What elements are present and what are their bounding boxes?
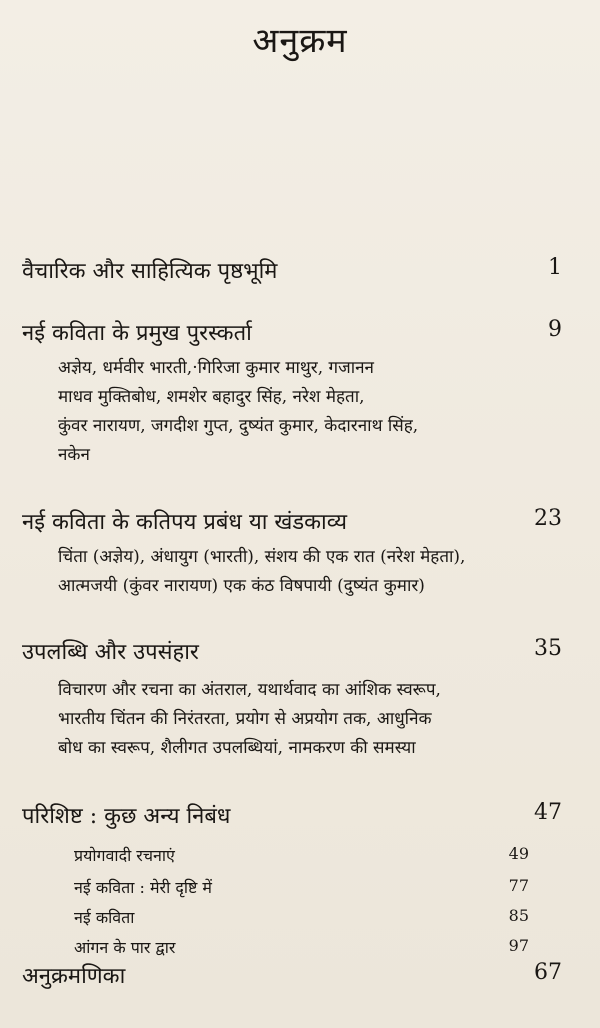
description-line: चिंता (अज्ञेय), अंधायुग (भारती), संशय की एक रात (नरेश मेहता), xyxy=(58,547,466,567)
entry-page-number: 47 xyxy=(534,800,562,825)
description-line: नकेन xyxy=(58,445,90,465)
subentry-title: आंगन के पार द्वार xyxy=(74,938,176,957)
entry-description xyxy=(58,354,558,470)
entry-page-number: 1 xyxy=(548,255,562,280)
entry-title: नई कविता के कतिपय प्रबंध या खंडकाव्य xyxy=(22,510,348,535)
entry-title: परिशिष्ट : कुछ अन्य निबंध xyxy=(22,804,231,829)
entry-page-number: 9 xyxy=(548,317,562,342)
subentry-title: नई कविता : मेरी दृष्टि में xyxy=(74,878,212,897)
subentry-page-number: 49 xyxy=(508,844,529,863)
subentry-title: नई कविता xyxy=(74,908,135,927)
entry-title: वैचारिक और साहित्यिक पृष्ठभूमि xyxy=(22,259,278,284)
entry-page-number: 23 xyxy=(534,506,562,531)
description-line: आत्मजयी (कुंवर नारायण) एक कंठ विषपायी (दुष्यंत कुमार) xyxy=(58,576,425,596)
description-line: कुंवर नारायण, जगदीश गुप्त, दुष्यंत कुमार, केदारनाथ सिंह, xyxy=(58,416,419,436)
subentry-page-number: 85 xyxy=(508,906,529,925)
entry-title: उपलब्धि और उपसंहार xyxy=(22,640,199,665)
description-line: भारतीय चिंतन की निरंतरता, प्रयोग से अप्रयोग तक, आधुनिक xyxy=(58,709,432,729)
entry-title: नई कविता के प्रमुख पुरस्कर्ता xyxy=(22,321,252,346)
entry-page-number: 35 xyxy=(534,636,562,661)
entry-page-number: 67 xyxy=(534,960,562,985)
subentry-page-number: 97 xyxy=(508,936,529,955)
subentry-title: प्रयोगवादी रचनाएं xyxy=(74,846,175,865)
description-line: माधव मुक्तिबोध, शमशेर बहादुर सिंह, नरेश मेहता, xyxy=(58,387,365,407)
entry-description xyxy=(58,543,558,601)
subentry-page-number: 77 xyxy=(508,876,529,895)
description-line: विचारण और रचना का अंतराल, यथार्थवाद का आंशिक स्वरूप, xyxy=(58,680,441,700)
description-line: अज्ञेय, धर्मवीर भारती,·गिरिजा कुमार माथुर, गजानन xyxy=(58,358,374,378)
entry-description xyxy=(58,676,558,763)
description-line: बोध का स्वरूप, शैलीगत उपलब्धियां, नामकरण की समस्या xyxy=(58,738,416,758)
entry-title: अनुक्रमणिका xyxy=(22,964,126,989)
page-title: अनुक्रम xyxy=(252,21,348,61)
